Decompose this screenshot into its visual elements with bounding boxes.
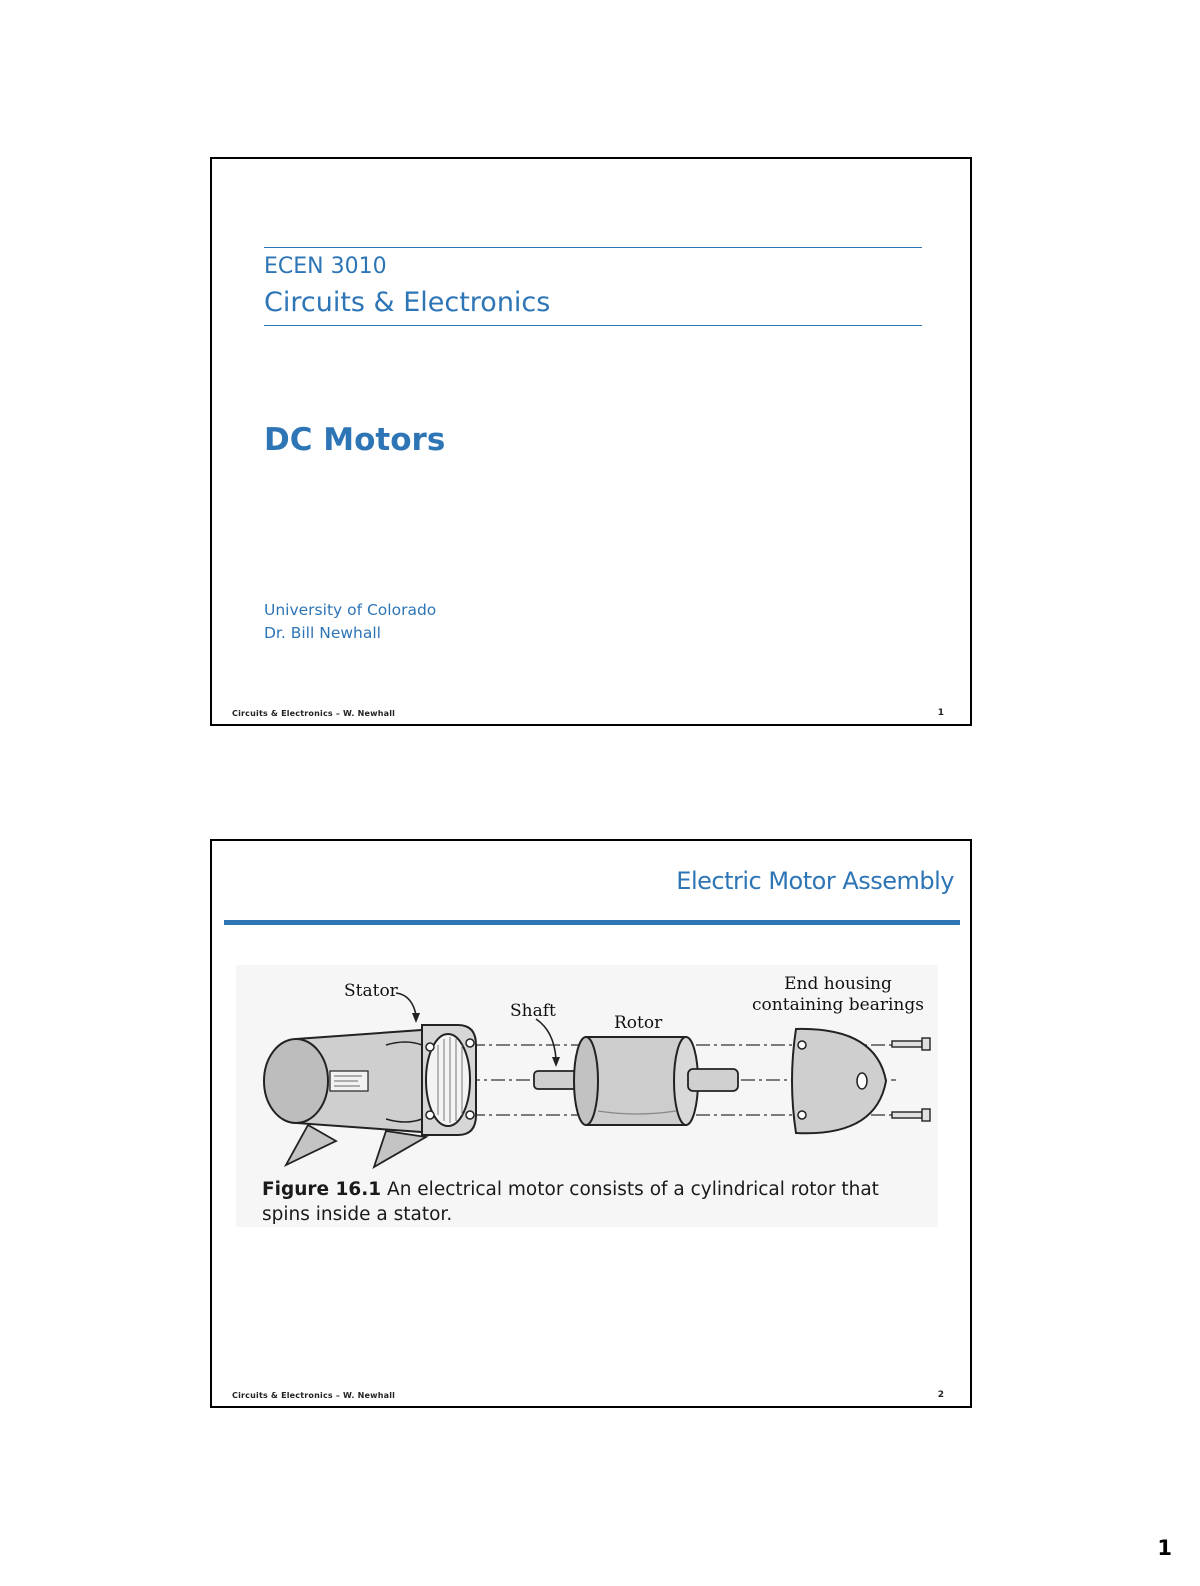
slide-footer: Circuits & Electronics – W. Newhall: [232, 709, 396, 718]
bottom-rule: [264, 325, 922, 326]
figure-caption: [262, 1177, 932, 1227]
caption-number: Figure 16.1: [262, 1179, 382, 1200]
slide-2: [210, 839, 972, 1408]
top-rule: [264, 247, 922, 248]
caption-text: An electrical motor consists of a cylindrical rotor that spins inside a stator.: [262, 1179, 879, 1225]
slide-number: 1: [937, 708, 944, 718]
course-name: Circuits & Electronics: [264, 287, 551, 318]
label-stator: Stator: [344, 981, 398, 1001]
label-end-housing-line2: containing bearings: [752, 995, 924, 1015]
slide-number: 2: [937, 1390, 944, 1400]
author-block: [264, 599, 436, 645]
institution: University of Colorado: [264, 601, 437, 619]
deck-title: DC Motors: [264, 422, 446, 458]
instructor: Dr. Bill Newhall: [264, 624, 381, 642]
label-end-housing: [748, 974, 928, 1016]
slide-footer: Circuits & Electronics – W. Newhall: [232, 1391, 396, 1400]
slide-title: Electric Motor Assembly: [676, 867, 954, 895]
course-code: ECEN 3010: [264, 254, 387, 279]
slide-1: [210, 157, 972, 726]
title-rule: [224, 920, 960, 925]
page-number: 1: [1157, 1536, 1172, 1560]
label-end-housing-line1: End housing: [784, 974, 892, 994]
motor-figure: [236, 965, 938, 1227]
label-rotor: Rotor: [614, 1013, 663, 1033]
label-shaft: Shaft: [510, 1001, 556, 1021]
